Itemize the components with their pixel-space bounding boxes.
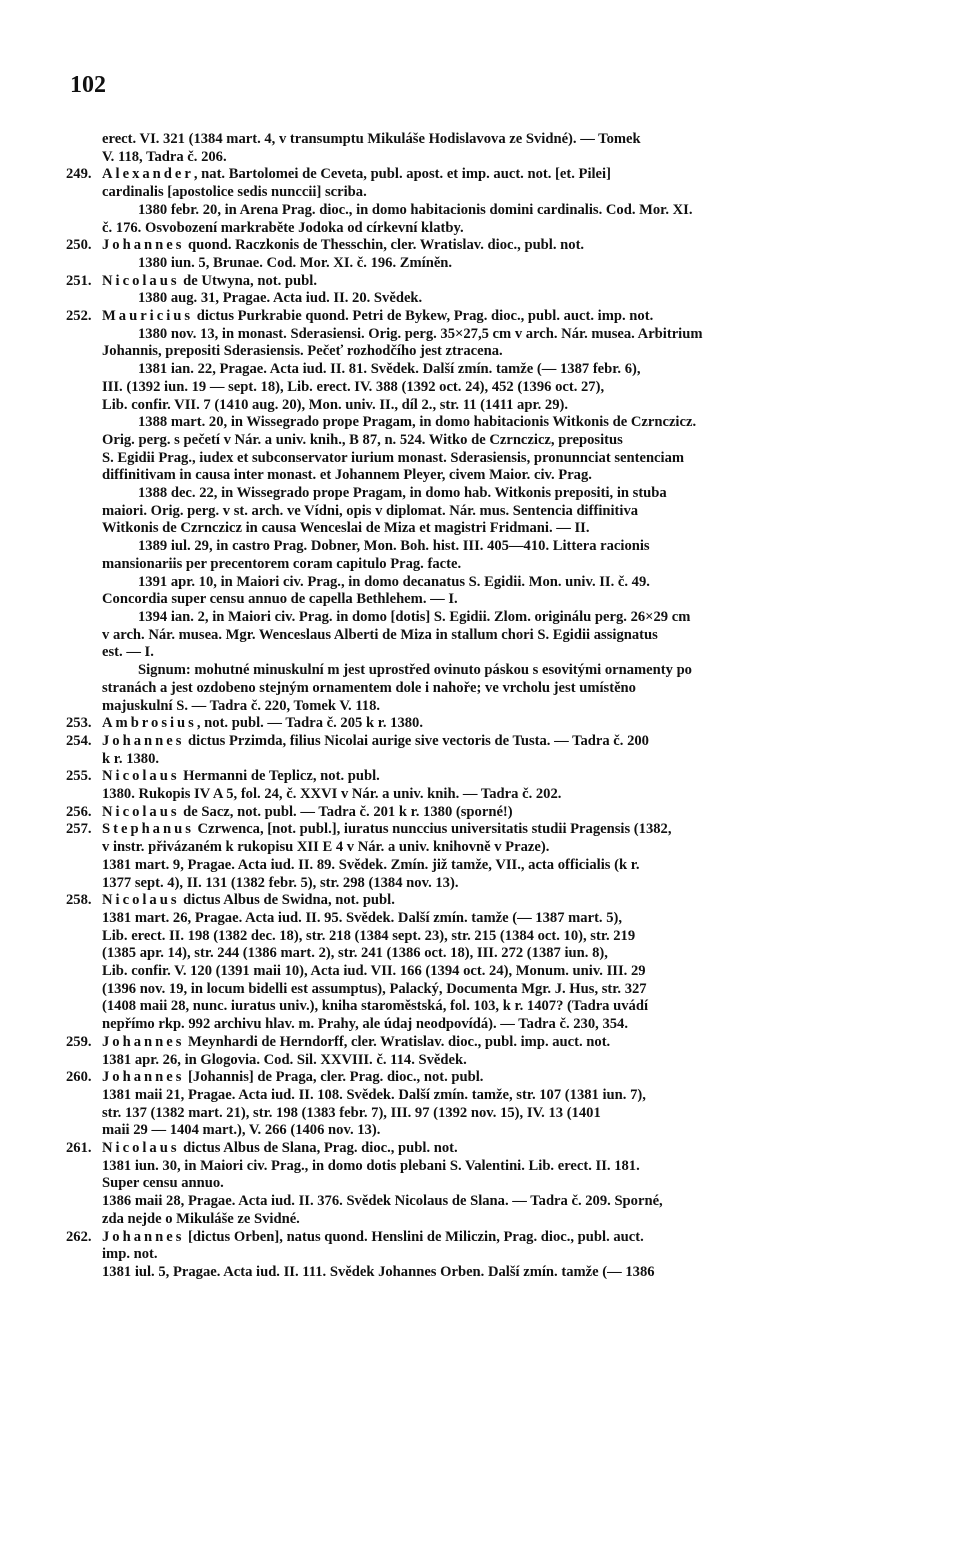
entry-number: 255.	[66, 768, 92, 785]
text-line: str. 137 (1382 mart. 21), str. 198 (1383 febr. 7), III. 97 (1392 nov. 15), IV. 13 (1401	[102, 1104, 601, 1121]
text-line: (1408 maii 28, nunc. iuratus univ.), kniha staroměstská, fol. 103, k r. 1407? (Tadra uvádí	[102, 998, 649, 1015]
text-line: imp. not.	[102, 1246, 158, 1263]
entry-number: 250.	[66, 237, 92, 254]
text-line: Witkonis de Czrnczicz in causa Wenceslai de Miza et magistri Fridmani. — II.	[102, 520, 590, 537]
text-line: majuskulní S. — Tadra č. 220, Tomek V. 118.	[102, 697, 381, 714]
text-line: 1381 maii 21, Pragae. Acta iud. II. 108. Svědek. Další zmín. tamže, str. 107 (1381 iun. 7),	[102, 1086, 646, 1103]
text-line: Mauricius dictus Purkrabie quond. Petri de Bykew, Prag. dioc., publ. auct. imp. not.	[102, 308, 654, 325]
text-line: Stephanus Czrwenca, [not. publ.], iuratus nunccius universitatis studii Pragensis (1382,	[102, 821, 672, 838]
entry-number: 261.	[66, 1140, 92, 1157]
entry-name: Nicolaus	[102, 892, 180, 909]
text-line: Johannes Meynhardi de Herndorff, cler. Wratislav. dioc., publ. imp. auct. not.	[102, 1033, 611, 1050]
entry-number: 254.	[66, 732, 92, 749]
text-line: č. 176. Osvobození markraběte Jodoka od církevní klatby.	[102, 219, 464, 236]
page-number: 102	[70, 72, 106, 98]
entry-name: Nicolaus	[102, 768, 180, 785]
entry-262	[66, 1229, 908, 1282]
text-line: 1380 iun. 5, Brunae. Cod. Mor. XI. č. 196. Zmíněn.	[138, 254, 453, 271]
entry-253	[66, 715, 908, 733]
text-line: Johannes dictus Przimda, filius Nicolai aurige sive vectoris de Tusta. — Tadra č. 200	[102, 732, 649, 749]
text-line: Alexander, nat. Bartolomei de Ceveta, publ. apost. et imp. auct. not. [et. Pilei]	[102, 166, 611, 183]
text-line: maii 29 — 1404 mart.), V. 266 (1406 nov. 13).	[102, 1122, 381, 1139]
entry-name: Nicolaus	[102, 272, 180, 289]
entry-number: 253.	[66, 715, 92, 732]
text-line: 1381 mart. 9, Pragae. Acta iud. II. 89. Svědek. Zmín. již tamže, VII., acta officialis (k r.	[102, 856, 640, 873]
entry-number: 256.	[66, 803, 92, 820]
entry-254	[66, 733, 908, 768]
text-line: 1380. Rukopis IV A 5, fol. 24, č. XXVI v Nár. a univ. knih. — Tadra č. 202.	[102, 786, 562, 803]
text-line: mansionariis per precentorem coram capitulo Prag. facte.	[102, 555, 462, 572]
entry-name: Johannes	[102, 1033, 185, 1050]
text-line: III. (1392 iun. 19 — sept. 18), Lib. erect. IV. 388 (1392 oct. 24), 452 (1396 oct. 27),	[102, 378, 605, 395]
entry-252	[66, 308, 908, 715]
entry-name: Stephanus	[102, 821, 194, 838]
text-line: diffinitivam in causa inter monast. et Johannem Pleyer, civem Maior. civ. Prag.	[102, 467, 592, 484]
entry-number: 260.	[66, 1069, 92, 1086]
text-line: Nicolaus de Utwyna, not. publ.	[102, 272, 317, 289]
entry-number: 262.	[66, 1228, 92, 1245]
text-line: 1388 mart. 20, in Wissegrado prope Pragam, in domo habitacionis Witkonis de Czrnczicz.	[138, 414, 697, 431]
entry-249	[66, 166, 908, 237]
entry-name: Nicolaus	[102, 1140, 180, 1157]
entry-number: 251.	[66, 272, 92, 289]
entry-number: 249.	[66, 166, 92, 183]
text-line: S. Egidii Prag., iudex et subconservator iurium monast. Sderasiensis, pronunnciat sentenciam	[102, 449, 685, 466]
text-line: est. — I.	[102, 644, 154, 661]
text-line: 1381 iun. 30, in Maiori civ. Prag., in domo dotis plebani S. Valentini. Lib. erect. II. 181.	[102, 1157, 640, 1174]
text-line: 1386 maii 28, Pragae. Acta iud. II. 376. Svědek Nicolaus de Slana. — Tadra č. 209. Sporné,	[102, 1193, 663, 1210]
entry-continued	[66, 131, 908, 166]
text-line: zda nejde o Mikuláše ze Svidné.	[102, 1210, 300, 1227]
text-line: Signum: mohutné minuskulní m jest uprostřed ovinuto páskou s esovitými ornamenty po	[138, 662, 692, 679]
text-line: Lib. confir. VII. 7 (1410 aug. 20), Mon. univ. II., díl 2., str. 11 (1411 apr. 29).	[102, 396, 568, 413]
entry-259	[66, 1034, 908, 1069]
entry-255	[66, 768, 908, 803]
text-line: 1381 iul. 5, Pragae. Acta iud. II. 111. Svědek Johannes Orben. Další zmín. tamže (— 1386	[102, 1264, 655, 1280]
entry-257	[66, 821, 908, 892]
text-line: Nicolaus dictus Albus de Slana, Prag. dioc., publ. not.	[102, 1140, 458, 1157]
document-body	[66, 131, 908, 1282]
text-line: Johannes quond. Raczkonis de Thesschin, cler. Wratislav. dioc., publ. not.	[102, 237, 585, 254]
text-line: v instr. přivázaném k rukopisu XII E 4 v Nár. a univ. knihovně v Praze).	[102, 839, 550, 856]
text-line: Super censu annuo.	[102, 1175, 224, 1192]
text-line: Ambrosius, not. publ. — Tadra č. 205 k r. 1380.	[102, 715, 423, 732]
text-line: Nicolaus dictus Albus de Swidna, not. publ.	[102, 892, 395, 909]
text-line: 1380 febr. 20, in Arena Prag. dioc., in domo habitacionis domini cardinalis. Cod. Mor. XI.	[138, 201, 693, 218]
entry-name: Johannes	[102, 237, 185, 254]
entry-number: 252.	[66, 308, 92, 325]
text-line: Johannes [dictus Orben], natus quond. Henslini de Miliczin, Prag. dioc., publ. auct.	[102, 1228, 644, 1245]
text-line: V. 118, Tadra č. 206.	[102, 148, 227, 165]
text-line: Lib. confir. V. 120 (1391 maii 10), Acta iud. VII. 166 (1394 oct. 24), Monum. univ. III. 29	[102, 963, 646, 980]
text-line: nepřímo rkp. 992 archivu hlav. m. Prahy, ale údaj neodpovídá). — Tadra č. 230, 354.	[102, 1016, 628, 1033]
text-line: k r. 1380.	[102, 750, 160, 767]
text-line: 1381 apr. 26, in Glogovia. Cod. Sil. XXVIII. č. 114. Svědek.	[102, 1051, 467, 1068]
entry-name: Johannes	[102, 1228, 185, 1245]
text-line: Orig. perg. s pečetí v Nár. a univ. knih., B 87, n. 524. Witko de Czrnczicz, prepositus	[102, 431, 623, 448]
text-line: (1396 nov. 19, in locum bidelli est assumptus), Palacký, Documenta Mgr. J. Hus, str. 327	[102, 980, 647, 997]
text-line: Johannis, prepositi Sderasiensis. Pečeť rozhodčího jest ztracena.	[102, 343, 503, 360]
entry-256	[66, 804, 908, 822]
text-line: 1391 apr. 10, in Maiori civ. Prag., in domo decanatus S. Egidii. Mon. univ. II. č. 49.	[138, 573, 650, 590]
entry-name: Alexander	[102, 166, 194, 183]
entry-name: Ambrosius	[102, 715, 197, 732]
entry-number: 257.	[66, 821, 92, 838]
text-line: 1381 ian. 22, Pragae. Acta iud. II. 81. Svědek. Další zmín. tamže (— 1387 febr. 6),	[138, 361, 641, 378]
entry-name: Johannes	[102, 732, 185, 749]
text-line: stranách a jest ozdobeno stejným ornamentem dole i nahoře; ve vrcholu jest umístěno	[102, 679, 636, 696]
text-line: cardinalis [apostolice sedis nunccii] scriba.	[102, 184, 367, 201]
entry-251	[66, 273, 908, 308]
entry-name: Johannes	[102, 1069, 185, 1086]
entry-250	[66, 237, 908, 272]
text-line: Concordia super censu annuo de capella Bethlehem. — I.	[102, 591, 458, 608]
text-line: 1381 mart. 26, Pragae. Acta iud. II. 95. Svědek. Další zmín. tamže (— 1387 mart. 5),	[102, 909, 623, 926]
entry-260	[66, 1069, 908, 1140]
entry-258	[66, 892, 908, 1034]
text-line: Johannes [Johannis] de Praga, cler. Prag. dioc., not. publ.	[102, 1069, 484, 1086]
text-line: 1377 sept. 4), II. 131 (1382 febr. 5), str. 298 (1384 nov. 13).	[102, 874, 459, 891]
entry-261	[66, 1140, 908, 1229]
text-line: 1389 iul. 29, in castro Prag. Dobner, Mon. Boh. hist. III. 405—410. Littera racionis	[138, 538, 650, 555]
text-line: 1380 aug. 31, Pragae. Acta iud. II. 20. Svědek.	[138, 290, 423, 307]
text-line: (1385 apr. 14), str. 244 (1386 mart. 2), str. 241 (1386 oct. 18), III. 272 (1387 iun. 8),	[102, 945, 608, 962]
text-line: 1388 dec. 22, in Wissegrado prope Pragam, in domo hab. Witkonis prepositi, in stuba	[138, 485, 667, 502]
text-line: Nicolaus de Sacz, not. publ. — Tadra č. 201 k r. 1380 (sporné!)	[102, 803, 513, 820]
text-line: Lib. erect. II. 198 (1382 dec. 18), str. 218 (1384 sept. 23), str. 215 (1384 oct. 10), str. 219	[102, 927, 636, 944]
text-line: 1394 ian. 2, in Maiori civ. Prag. in domo [dotis] S. Egidii. Zlom. originálu perg. 26×29 cm	[138, 608, 691, 625]
entry-name: Nicolaus	[102, 803, 180, 820]
entry-name: Mauricius	[102, 308, 194, 325]
text-line: erect. VI. 321 (1384 mart. 4, v transumptu Mikuláše Hodislavova ze Svidné). — Tomek	[102, 131, 641, 147]
text-line: v arch. Nár. musea. Mgr. Wenceslaus Alberti de Miza in stallum chori S. Egidii assignatus	[102, 626, 658, 643]
entry-number: 259.	[66, 1033, 92, 1050]
text-line: Nicolaus Hermanni de Teplicz, not. publ.	[102, 768, 380, 785]
text-line: 1380 nov. 13, in monast. Sderasiensi. Orig. perg. 35×27,5 cm v arch. Nár. musea. Arbitrium	[138, 325, 703, 342]
entry-number: 258.	[66, 892, 92, 909]
text-line: maiori. Orig. perg. v st. arch. ve Vídni, opis v diplomat. Nár. mus. Sentencia diffinitiva	[102, 502, 639, 519]
